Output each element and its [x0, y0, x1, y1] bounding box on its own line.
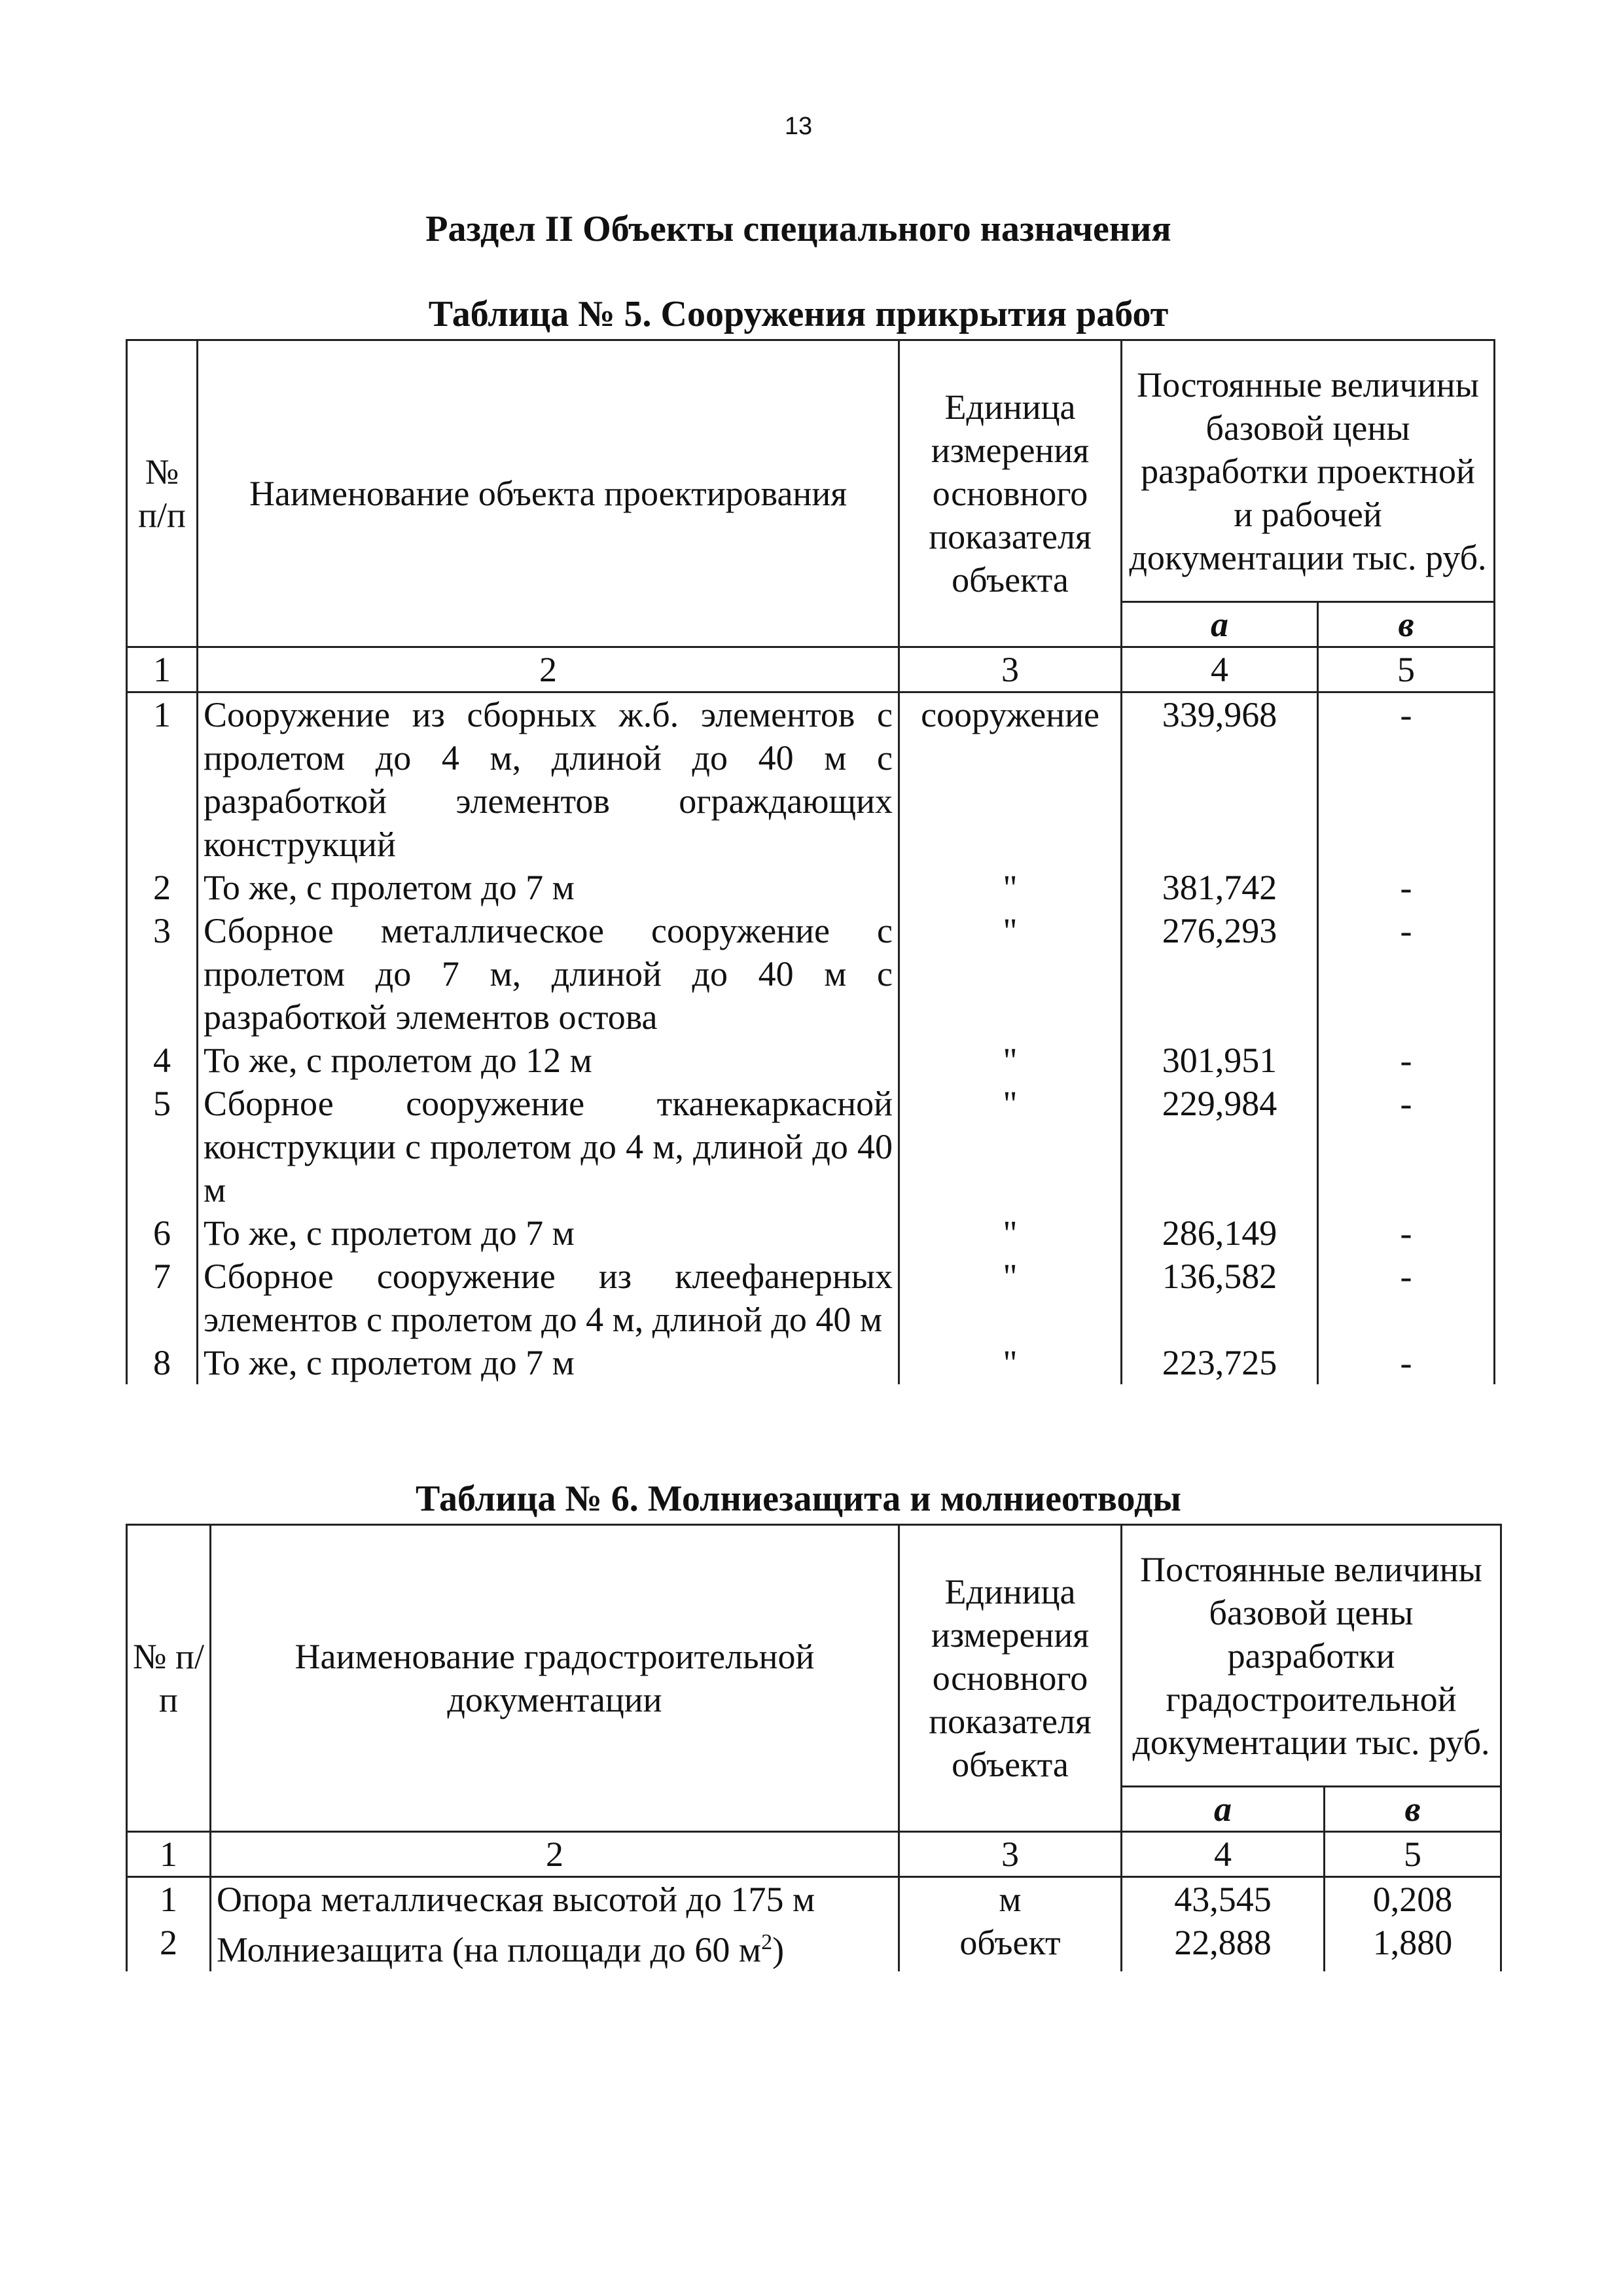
row-num: 1 — [127, 1877, 211, 1922]
row-value-a: 276,293 — [1122, 909, 1318, 1039]
row-name-text: Молниезащита (на площади до 60 м — [217, 1930, 762, 1969]
t6-header-price: Постоянные величины базовой цены разработки градостроительной документации тыс. руб. — [1122, 1525, 1501, 1787]
row-name: То же, с пролетом до 7 м — [198, 1211, 899, 1255]
row-value-b: - — [1318, 1039, 1495, 1082]
t5-header-price: Постоянные величины базовой цены разработки проектной и рабочей документации тыс. руб. — [1122, 340, 1495, 602]
row-name: Сборное сооружение тканекаркасной конструкции с пролетом до 4 м, длиной до 40 м — [198, 1082, 899, 1211]
row-value-b: - — [1318, 1082, 1495, 1211]
t6-header-num: № п/п — [127, 1525, 211, 1832]
row-value-a: 301,951 — [1122, 1039, 1318, 1082]
row-value-b: - — [1318, 1341, 1495, 1384]
t6-colnum: 4 — [1122, 1832, 1325, 1877]
row-name: Сборное металлическое сооружение с пролетом до 7 м, длиной до 40 м с разработкой элементов остова — [198, 909, 899, 1039]
row-num: 5 — [127, 1082, 198, 1211]
row-value-a: 136,582 — [1122, 1255, 1318, 1341]
table-row — [127, 692, 1495, 867]
row-unit: " — [899, 1341, 1122, 1384]
row-value-b: - — [1318, 909, 1495, 1039]
table5 — [126, 339, 1495, 1384]
row-name-end: ) — [772, 1930, 785, 1969]
row-name-superscript: 2 — [761, 1930, 773, 1954]
page-number: 13 — [784, 113, 813, 140]
row-num: 1 — [127, 692, 198, 867]
t6-colnum: 1 — [127, 1832, 211, 1877]
table6 — [126, 1524, 1502, 1971]
t5-colnum: 5 — [1318, 647, 1495, 692]
t5-colnum: 3 — [899, 647, 1122, 692]
row-value-b: 1,880 — [1325, 1921, 1501, 1971]
t6-subheader-b: в — [1325, 1787, 1501, 1832]
row-value-a: 229,984 — [1122, 1082, 1318, 1211]
row-value-a: 286,149 — [1122, 1211, 1318, 1255]
t5-header-name: Наименование объекта проектирования — [198, 340, 899, 647]
t6-colnum: 3 — [899, 1832, 1122, 1877]
row-value-b: - — [1318, 866, 1495, 909]
row-name: То же, с пролетом до 12 м — [198, 1039, 899, 1082]
row-value-a: 339,968 — [1122, 692, 1318, 867]
row-unit: м — [899, 1877, 1122, 1922]
table-row — [127, 1921, 1501, 1971]
t5-colnum: 2 — [198, 647, 899, 692]
row-value-a: 223,725 — [1122, 1341, 1318, 1384]
table-row — [127, 866, 1495, 909]
row-name — [211, 1921, 899, 1971]
table-row — [127, 1039, 1495, 1082]
table-row — [127, 1877, 1501, 1922]
row-num: 2 — [127, 1921, 211, 1971]
table-row — [127, 909, 1495, 1039]
t6-subheader-a: а — [1122, 1787, 1325, 1832]
section-title: Раздел II Объекты специального назначения — [425, 209, 1171, 249]
row-unit: " — [899, 866, 1122, 909]
row-value-a: 22,888 — [1122, 1921, 1325, 1971]
t5-subheader-b: в — [1318, 602, 1495, 647]
row-name: То же, с пролетом до 7 м — [198, 1341, 899, 1384]
t6-header-name: Наименование градостроительной документации — [211, 1525, 899, 1832]
row-value-b: - — [1318, 1255, 1495, 1341]
table-row — [127, 1255, 1495, 1341]
row-num: 8 — [127, 1341, 198, 1384]
table-row — [127, 1082, 1495, 1211]
row-value-a: 381,742 — [1122, 866, 1318, 909]
t5-header-unit: Единица измерения основного показателя объекта — [899, 340, 1122, 647]
t6-colnum: 5 — [1325, 1832, 1501, 1877]
row-unit: " — [899, 1082, 1122, 1211]
row-name: Сборное сооружение из клеефанерных элементов с пролетом до 4 м, длиной до 40 м — [198, 1255, 899, 1341]
row-unit: объект — [899, 1921, 1122, 1971]
row-value-b: - — [1318, 1211, 1495, 1255]
row-num: 7 — [127, 1255, 198, 1341]
row-name: Сооружение из сборных ж.б. элементов с пролетом до 4 м, длиной до 40 м с разработкой элементов ограждающих конструкций — [198, 692, 899, 867]
t5-subheader-a: а — [1122, 602, 1318, 647]
t5-header-num: № п/п — [127, 340, 198, 647]
table5-caption: Таблица № 5. Сооружения прикрытия работ — [428, 294, 1169, 334]
row-unit: сооружение — [899, 692, 1122, 867]
t5-colnum: 4 — [1122, 647, 1318, 692]
table-row — [127, 1211, 1495, 1255]
row-num: 6 — [127, 1211, 198, 1255]
row-unit: " — [899, 909, 1122, 1039]
t6-colnum: 2 — [211, 1832, 899, 1877]
row-unit: " — [899, 1211, 1122, 1255]
row-name: То же, с пролетом до 7 м — [198, 866, 899, 909]
table6-caption: Таблица № 6. Молниезащита и молниеотводы — [415, 1479, 1181, 1519]
table-row — [127, 1341, 1495, 1384]
t6-header-unit: Единица измерения основного показателя объекта — [899, 1525, 1122, 1832]
row-value-b: - — [1318, 692, 1495, 867]
row-value-a: 43,545 — [1122, 1877, 1325, 1922]
row-value-b: 0,208 — [1325, 1877, 1501, 1922]
row-unit: " — [899, 1255, 1122, 1341]
row-unit: " — [899, 1039, 1122, 1082]
row-num: 3 — [127, 909, 198, 1039]
row-name: Опора металлическая высотой до 175 м — [211, 1877, 899, 1922]
t5-colnum: 1 — [127, 647, 198, 692]
row-num: 2 — [127, 866, 198, 909]
row-num: 4 — [127, 1039, 198, 1082]
